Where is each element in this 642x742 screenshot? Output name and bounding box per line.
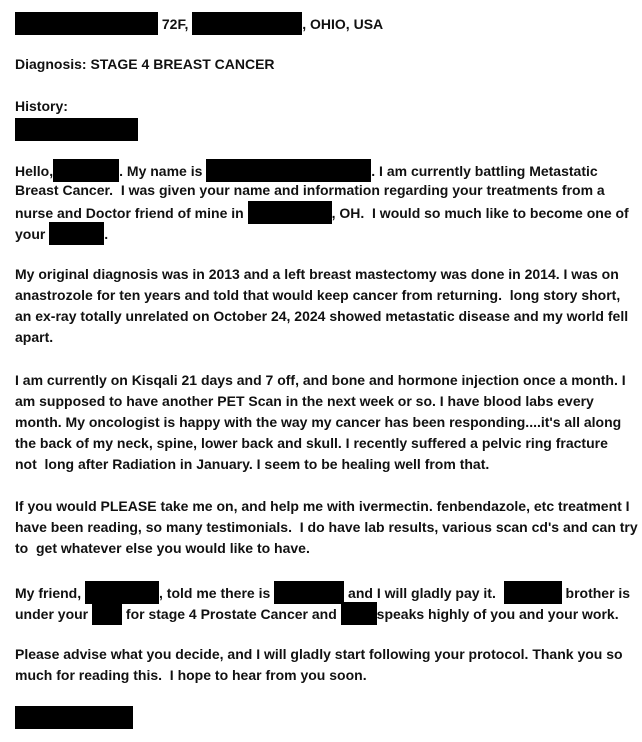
friend-seg7: speaks highly of you and your work. <box>376 606 619 622</box>
redacted-friend-name <box>85 581 159 604</box>
intro-hello: Hello, <box>15 163 54 179</box>
redacted-recipient <box>53 159 119 182</box>
friend-seg3: and I will gladly pay it. <box>348 585 496 601</box>
friend-seg4: brother is <box>565 585 631 601</box>
redacted-signature <box>15 706 133 729</box>
diagnosis-paragraph-line: My original diagnosis was in 2013 and a left breast mastectomy was done in 2014. I was on <box>15 266 619 282</box>
redacted-sender-name <box>206 159 371 182</box>
redacted-city <box>192 12 302 35</box>
redacted-amount <box>274 581 344 604</box>
history-label: History: <box>15 98 68 114</box>
treatment-paragraph-line: am supposed to have another PET Scan in the next week or so. I have blood labs every <box>15 393 594 409</box>
friend-seg6: for stage 4 Prostate Cancer and <box>125 606 337 622</box>
redacted-word <box>92 602 122 625</box>
request-paragraph-line: to get whatever else you would like to have. <box>15 540 310 556</box>
intro-line-2: Breast Cancer. I was given your name and information regarding your treatments from a <box>15 182 605 198</box>
header-line <box>15 12 383 33</box>
diagnosis-paragraph-line: apart. <box>15 329 54 345</box>
intro-line1-tail: . I am currently battling Metastatic <box>371 163 598 179</box>
closing-paragraph-line: much for reading this. I hope to hear from you soon. <box>15 667 367 683</box>
intro-line4-tail: . <box>104 226 109 242</box>
intro-line3-tail: , OH. I would so much like to become one of <box>331 205 629 221</box>
friend-line-1 <box>15 581 630 602</box>
header-age-sex: 72F, <box>161 16 189 32</box>
diagnosis-line: Diagnosis: STAGE 4 BREAST CANCER <box>15 56 275 72</box>
request-paragraph-line: If you would PLEASE take me on, and help me with ivermectin. fenbendazole, etc treatment I <box>15 498 630 514</box>
intro-line4-head: your <box>15 226 46 242</box>
redacted-history <box>15 118 138 141</box>
treatment-paragraph-line: the back of my neck, spine, lower back and skull. I recently suffered a pelvic ring fracture <box>15 435 608 451</box>
diagnosis-paragraph-line: anastrozole for ten years and told that would keep cancer from returning. long story short, <box>15 287 621 303</box>
treatment-paragraph-line: not long after Radiation in January. I seem to be healing well from that. <box>15 456 490 472</box>
redacted-pronoun <box>504 581 562 604</box>
friend-line-2 <box>15 602 619 623</box>
intro-line3-head: nurse and Doctor friend of mine in <box>15 205 244 221</box>
intro-line-4 <box>15 222 108 243</box>
friend-seg1: My friend, <box>15 585 82 601</box>
intro-line-1 <box>15 159 598 180</box>
request-paragraph-line: have been reading, so many testimonials. I do have lab results, various scan cd's and can try <box>15 519 638 535</box>
redacted-name <box>15 12 158 35</box>
intro-line-3 <box>15 201 629 222</box>
redacted-word <box>49 222 104 245</box>
redacted-word <box>341 602 377 625</box>
header-location: , OHIO, USA <box>302 16 384 32</box>
diagnosis-paragraph-line: an ex-ray totally unrelated on October 24, 2024 showed metastatic disease and my world fell <box>15 308 629 324</box>
friend-seg5: under your <box>15 606 89 622</box>
treatment-paragraph-line: I am currently on Kisqali 21 days and 7 off, and bone and hormone injection once a month. I <box>15 372 626 388</box>
friend-seg2: , told me there is <box>159 585 271 601</box>
redacted-town <box>248 201 332 224</box>
intro-my-name-is: . My name is <box>119 163 203 179</box>
closing-paragraph-line: Please advise what you decide, and I will gladly start following your protocol. Thank you so <box>15 646 623 662</box>
treatment-paragraph-line: month. My oncologist is happy with the way my cancer has been responding....it's all along <box>15 414 622 430</box>
